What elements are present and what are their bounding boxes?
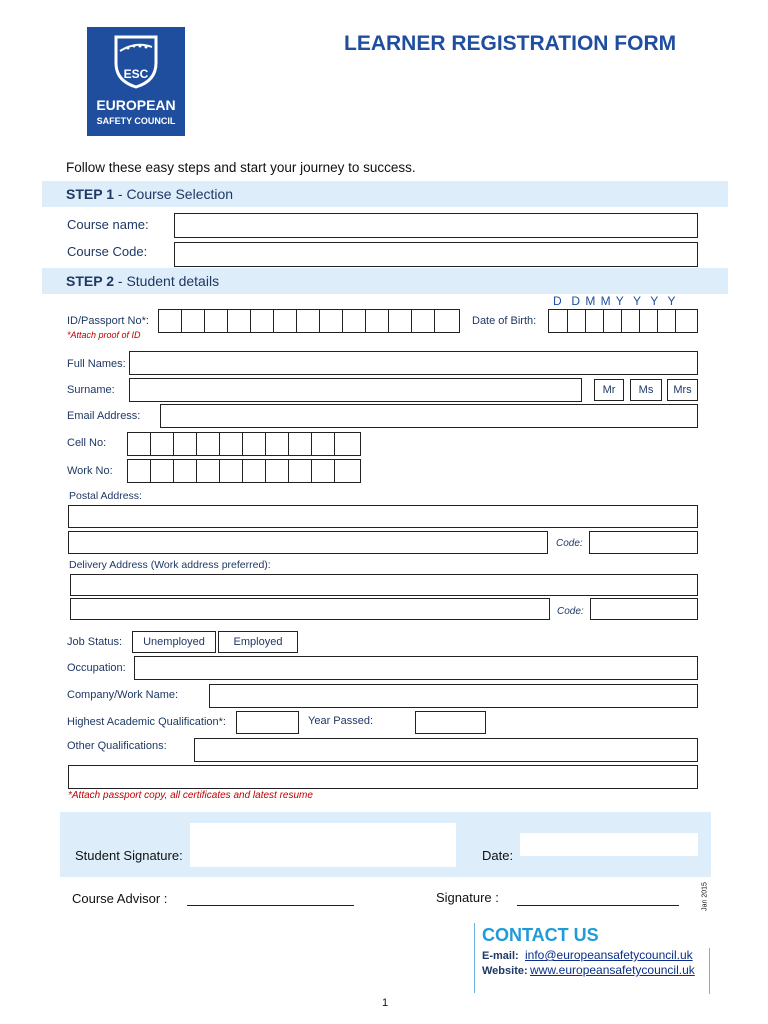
email-label: Email Address: xyxy=(67,410,141,422)
occupation-label: Occupation: xyxy=(67,662,126,674)
date-label: Date: xyxy=(482,848,514,863)
id-label: ID/Passport No*: xyxy=(67,315,149,327)
surname-input[interactable] xyxy=(129,378,582,402)
postal-label: Postal Address: xyxy=(69,490,142,502)
step1-title: - Course Selection xyxy=(117,186,234,202)
occupation-input[interactable] xyxy=(134,656,698,680)
title-mrs-option[interactable]: Mrs xyxy=(667,379,698,401)
page-title: LEARNER REGISTRATION FORM xyxy=(344,32,677,55)
unemployed-option[interactable]: Unemployed xyxy=(132,631,216,653)
contact-web-link[interactable]: www.europeansafetycouncil.uk xyxy=(530,963,695,977)
postal-address-line1[interactable] xyxy=(68,505,698,528)
step2-title: - Student details xyxy=(117,273,220,289)
postal-code-label: Code: xyxy=(556,538,583,549)
qualification-label: Highest Academic Qualification*: xyxy=(67,716,226,728)
delivery-address-line2[interactable] xyxy=(70,598,550,620)
year-passed-input[interactable] xyxy=(415,711,486,734)
student-signature-input[interactable] xyxy=(190,823,456,867)
qualification-input[interactable] xyxy=(236,711,299,734)
step2-bar xyxy=(42,268,728,294)
other-qual-input-line2[interactable] xyxy=(68,765,698,789)
attach-note: *Attach passport copy, all certificates and latest resume xyxy=(68,790,313,801)
dob-header: D D M M Y Y Y Y xyxy=(553,294,677,308)
company-label: Company/Work Name: xyxy=(67,689,179,701)
title-mr-option[interactable]: Mr xyxy=(594,379,624,401)
contact-title: CONTACT US xyxy=(482,925,599,945)
cell-number-input[interactable] xyxy=(127,432,361,456)
other-qual-label: Other Qualifications: xyxy=(67,740,167,752)
work-label: Work No: xyxy=(67,465,113,477)
contact-divider-right xyxy=(709,948,710,994)
page-number: 1 xyxy=(382,997,389,1009)
contact-divider xyxy=(474,923,475,993)
course-code-input[interactable] xyxy=(174,242,698,267)
id-note: *Attach proof of ID xyxy=(67,330,141,340)
dob-label: Date of Birth: xyxy=(472,315,537,327)
company-input[interactable] xyxy=(209,684,698,708)
delivery-label: Delivery Address (Work address preferred): xyxy=(69,559,271,571)
logo-line2: SAFETY COUNCIL xyxy=(96,116,176,126)
version-label: Jan 2015 xyxy=(701,882,709,911)
postal-code-input[interactable] xyxy=(589,531,698,554)
work-number-input[interactable] xyxy=(127,459,361,483)
full-names-input[interactable] xyxy=(129,351,698,375)
course-code-label: Course Code: xyxy=(67,244,148,259)
student-signature-label: Student Signature: xyxy=(75,848,183,863)
intro-text: Follow these easy steps and start your journey to success. xyxy=(66,160,416,175)
contact-email-link[interactable]: info@europeansafetycouncil.uk xyxy=(525,948,693,962)
id-number-input[interactable] xyxy=(158,309,460,333)
course-advisor-label: Course Advisor : xyxy=(72,891,168,906)
course-name-input[interactable] xyxy=(174,213,698,238)
logo-abbr: ESC xyxy=(123,67,149,81)
logo xyxy=(87,27,185,136)
dob-input[interactable] xyxy=(548,309,698,333)
contact-web-label: Website: xyxy=(482,965,528,977)
step1-bar xyxy=(42,181,728,207)
year-passed-label: Year Passed: xyxy=(308,715,374,727)
postal-address-line2[interactable] xyxy=(68,531,548,554)
advisor-signature-label: Signature : xyxy=(436,890,499,905)
date-input[interactable] xyxy=(520,833,698,856)
step2-label: STEP 2 xyxy=(66,273,114,289)
title-ms-option[interactable]: Ms xyxy=(630,379,662,401)
other-qual-input[interactable] xyxy=(194,738,698,762)
advisor-signature-line[interactable] xyxy=(517,905,679,906)
contact-email-label: E-mail: xyxy=(482,950,519,962)
logo-line1: EUROPEAN xyxy=(96,97,176,113)
step1-label: STEP 1 xyxy=(66,186,114,202)
cell-label: Cell No: xyxy=(67,437,107,449)
full-names-label: Full Names: xyxy=(67,358,126,370)
delivery-code-label: Code: xyxy=(557,606,584,617)
email-input[interactable] xyxy=(160,404,698,428)
course-name-label: Course name: xyxy=(67,217,149,232)
course-advisor-line[interactable] xyxy=(187,905,354,906)
employed-option[interactable]: Employed xyxy=(218,631,298,653)
job-status-label: Job Status: xyxy=(67,636,123,648)
surname-label: Surname: xyxy=(67,384,115,396)
delivery-address-line1[interactable] xyxy=(70,574,698,596)
delivery-code-input[interactable] xyxy=(590,598,698,620)
